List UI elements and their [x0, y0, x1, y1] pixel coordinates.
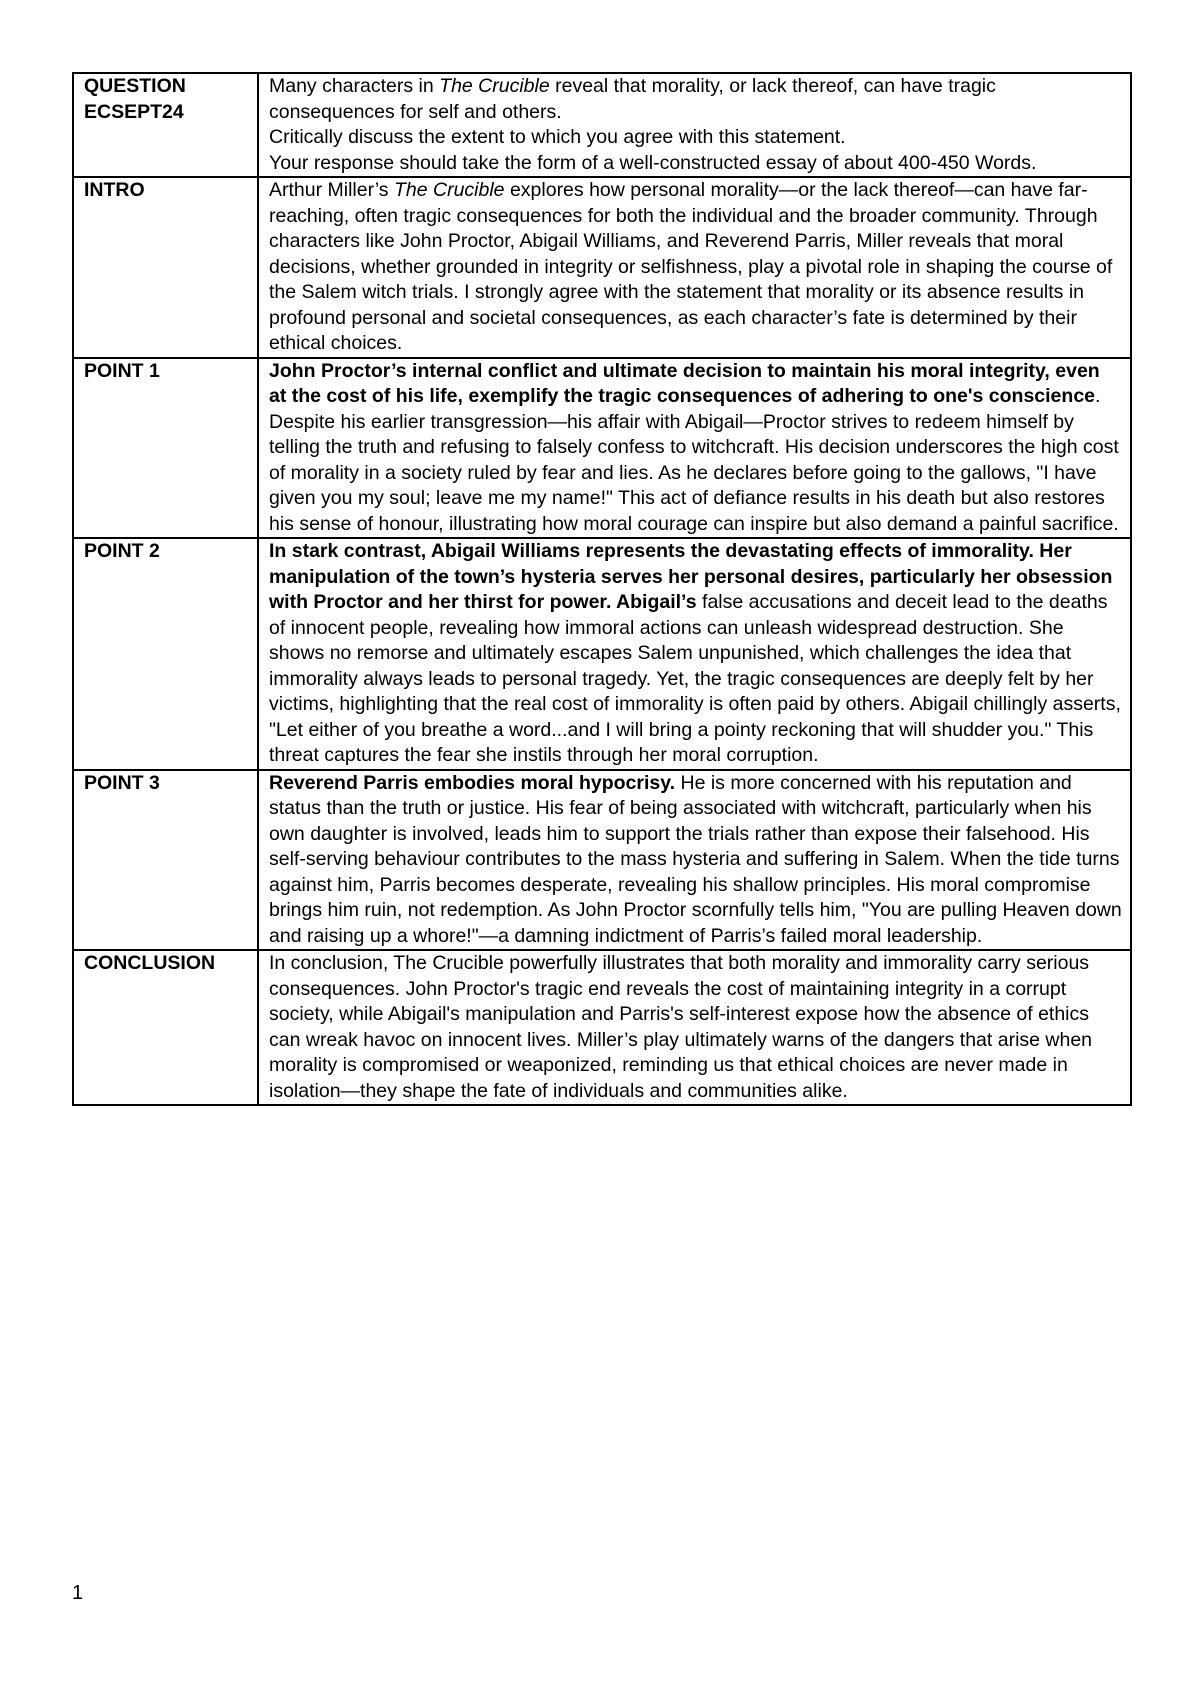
question-book-title: The Crucible — [439, 75, 550, 97]
row-label-point-3: POINT 3 — [73, 770, 258, 951]
row-label-point-2: POINT 2 — [73, 538, 258, 770]
point-2-topic-sentence: In stark contrast, Abigail Williams represents the devastating effects of immorality. Her manipulation of the town’s hysteria serves her personal desires, particularly her obsession with Proctor and her thirst for power. Abigail’s — [269, 540, 1113, 613]
question-statement-post: reveal that morality, or lack thereof, can have tragic consequences for self and others. — [269, 75, 996, 123]
point-3-text — [258, 770, 1131, 951]
row-label-conclusion: CONCLUSION — [73, 950, 258, 1105]
essay-plan-table — [72, 72, 1132, 1106]
label-question-line-1: QUESTION — [84, 75, 186, 97]
point-3-body: He is more concerned with his reputation and status than the truth or justice. His fear of being associated with witchcraft, particularly when his own daughter is involved, leads him to support the trials rather than expose their falsehood. His self-serving behaviour contributes to the mass hysteria and suffering in Salem. When the tide turns against him, Parris becomes desperate, revealing his shallow principles. His moral compromise brings him ruin, not redemption. As John Proctor scornfully tells him, "You are pulling Heaven down and raising up a whore!"—a damning indictment of Parris’s failed moral leadership. — [269, 771, 1122, 947]
question-statement — [269, 74, 1122, 125]
point-1-body: . Despite his earlier transgression—his affair with Abigail—Proctor strives to redeem himself by telling the truth and refusing to falsely confess to witchcraft. His decision underscores the high cost of morality in a society ruled by fear and lies. As he declares before going to the gallows, "I have given you my soul; leave me my name!" This act of defiance results in his death but also restores his sense of honour, illustrating how moral courage can inspire but also demand a painful sacrifice. — [269, 385, 1119, 535]
question-instruction: Critically discuss the extent to which you agree with this statement. — [269, 126, 846, 148]
table-row-point-3 — [73, 770, 1131, 951]
point-3-topic-sentence: Reverend Parris embodies moral hypocrisy. — [269, 771, 676, 794]
row-label-point-1: POINT 1 — [73, 358, 258, 539]
row-label-question — [73, 73, 258, 177]
intro-text — [258, 177, 1131, 358]
question-statement-pre: Many characters in — [269, 75, 440, 97]
point-2-body: false accusations and deceit lead to the deaths of innocent people, revealing how immoral actions can unleash widespread destruction. She shows no remorse and ultimately escapes Salem unpunished, which challenges the idea that immorality always leads to personal tragedy. Yet, the tragic consequences are deeply felt by her victims, highlighting that the real cost of immorality is often paid by others. Abigail chillingly asserts, "Let either of you breathe a word...and I will bring a pointy reckoning that will shudder you." This threat captures the fear she instils through her moral corruption. — [269, 591, 1121, 766]
point-2-text — [258, 538, 1131, 770]
intro-pre: Arthur Miller’s — [269, 179, 394, 201]
question-length-requirement: Your response should take the form of a well-constructed essay of about 400-450 Words. — [269, 151, 1037, 174]
table-row-point-2 — [73, 538, 1131, 770]
row-label-intro: INTRO — [73, 177, 258, 358]
intro-book-title: The Crucible — [393, 179, 505, 201]
page-number: 1 — [72, 1582, 84, 1604]
table-row-point-1 — [73, 358, 1131, 539]
label-question-line-2: ECSEPT24 — [84, 100, 184, 123]
intro-post: explores how personal morality—or the lack thereof—can have far-reaching, often tragic consequences for both the individual and the broader community. Through characters like John Proctor, Abigail Williams, and Reverend Parris, Miller reveals that moral decisions, whether grounded in integrity or selfishness, play a pivotal role in shaping the course of the Salem witch trials. I strongly agree with the statement that morality or its absence results in profound personal and societal consequences, as each character’s fate is determined by their ethical choices. — [269, 179, 1113, 354]
table-row-intro — [73, 177, 1131, 358]
question-text — [258, 73, 1131, 177]
table-row-question — [73, 73, 1131, 177]
conclusion-text: In conclusion, The Crucible powerfully illustrates that both morality and immorality carry serious consequences. John Proctor's tragic end reveals the cost of maintaining integrity in a corrupt society, while Abigail's manipulation and Parris's self-interest expose how the absence of ethics can wreak havoc on innocent lives. Miller’s play ultimately warns of the dangers that arise when morality is compromised or weaponized, reminding us that ethical choices are never made in isolation—they shape the fate of individuals and communities alike. — [258, 950, 1131, 1105]
point-1-topic-sentence: John Proctor’s internal conflict and ultimate decision to maintain his moral integrity, even at the cost of his life, exemplify the tragic consequences of adhering to one's conscience — [269, 359, 1100, 407]
table-row-conclusion — [73, 950, 1131, 1105]
point-1-text — [258, 358, 1131, 539]
